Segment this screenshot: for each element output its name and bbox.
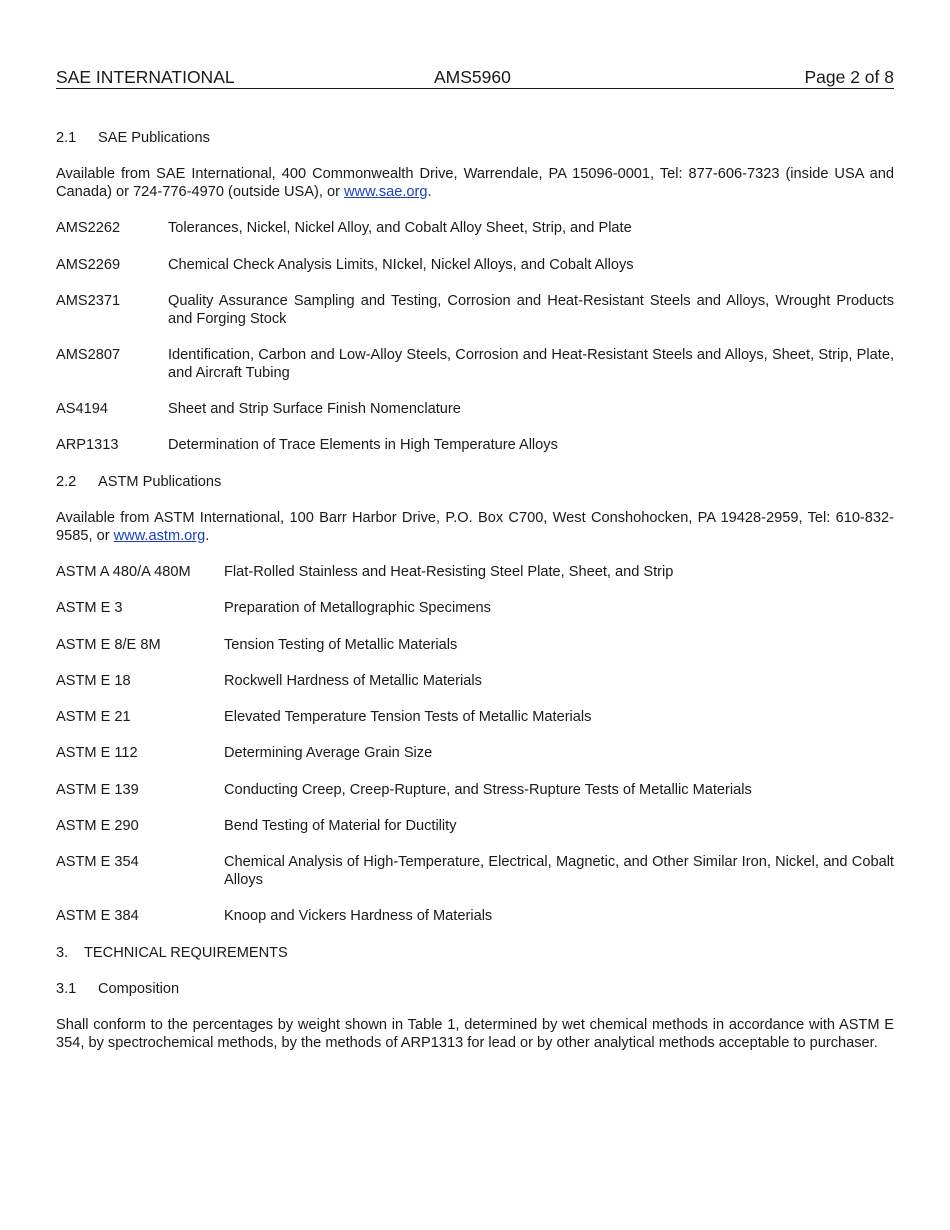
reference-code: AMS2269 bbox=[56, 257, 121, 273]
reference-title: Chemical Analysis of High-Temperature, Electrical, Magnetic, and Other Similar Iron, Nickel, and Cobalt Alloys bbox=[224, 854, 894, 888]
section-number: 2.2 bbox=[56, 474, 77, 490]
section-title: ASTM Publications bbox=[98, 474, 222, 490]
composition-paragraph: Shall conform to the percentages by weight shown in Table 1, determined by wet chemical methods in accordance with ASTM E 354, by spectrochemical methods, by the methods of ARP1313 for lead or by other analytical methods acceptable to purchaser. bbox=[56, 1017, 894, 1051]
reference-title: Bend Testing of Material for Ductility bbox=[224, 818, 457, 834]
reference-code: ASTM E 8/E 8M bbox=[56, 637, 161, 653]
reference-title: Tolerances, Nickel, Nickel Alloy, and Cobalt Alloy Sheet, Strip, and Plate bbox=[168, 220, 632, 236]
reference-title: Flat-Rolled Stainless and Heat-Resisting Steel Plate, Sheet, and Strip bbox=[224, 564, 674, 580]
section-3-heading bbox=[56, 944, 288, 962]
reference-code: ASTM E 3 bbox=[56, 600, 123, 616]
trailing-punct: . bbox=[427, 184, 432, 200]
reference-code: AS4194 bbox=[56, 401, 108, 417]
section-title: SAE Publications bbox=[98, 130, 210, 146]
section-title: TECHNICAL REQUIREMENTS bbox=[84, 945, 288, 961]
section-number: 2.1 bbox=[56, 130, 77, 146]
astm-availability-paragraph bbox=[56, 509, 894, 545]
reference-code: ASTM E 18 bbox=[56, 673, 131, 689]
reference-code: ASTM A 480/A 480M bbox=[56, 564, 191, 580]
header-page-number: Page 2 of 8 bbox=[804, 67, 894, 87]
reference-code: ASTM E 21 bbox=[56, 709, 131, 725]
reference-code: ASTM E 112 bbox=[56, 745, 138, 761]
page-header bbox=[56, 66, 894, 89]
reference-code: ASTM E 354 bbox=[56, 854, 139, 870]
reference-code: AMS2371 bbox=[56, 293, 121, 309]
reference-title: Quality Assurance Sampling and Testing, Corrosion and Heat-Resistant Steels and Alloys, Wrought Products and Forging Stock bbox=[168, 293, 894, 327]
astm-website-link[interactable]: www.astm.org bbox=[113, 528, 206, 544]
reference-code: ARP1313 bbox=[56, 437, 119, 453]
reference-title: Determining Average Grain Size bbox=[224, 745, 433, 761]
section-2-1-heading bbox=[56, 129, 210, 147]
header-organization: SAE INTERNATIONAL bbox=[56, 67, 235, 87]
reference-code: ASTM E 290 bbox=[56, 818, 139, 834]
section-2-2-heading bbox=[56, 473, 221, 491]
reference-title: Rockwell Hardness of Metallic Materials bbox=[224, 673, 482, 689]
reference-code: AMS2807 bbox=[56, 347, 121, 363]
header-document-id: AMS5960 bbox=[434, 67, 511, 87]
section-number: 3. bbox=[56, 945, 69, 961]
section-number: 3.1 bbox=[56, 981, 77, 997]
reference-title: Preparation of Metallographic Specimens bbox=[224, 600, 491, 616]
section-3-1-heading bbox=[56, 980, 179, 998]
section-title: Composition bbox=[98, 981, 180, 997]
reference-code: ASTM E 384 bbox=[56, 908, 139, 924]
reference-title: Knoop and Vickers Hardness of Materials bbox=[224, 908, 493, 924]
reference-title: Elevated Temperature Tension Tests of Metallic Materials bbox=[224, 709, 592, 725]
reference-title: Chemical Check Analysis Limits, NIckel, Nickel Alloys, and Cobalt Alloys bbox=[168, 257, 634, 273]
reference-title: Sheet and Strip Surface Finish Nomenclature bbox=[168, 401, 461, 417]
availability-text: Available from SAE International, 400 Commonwealth Drive, Warrendale, PA 15096-0001, Tel: 877-606-7323 (inside USA and Canada) or 724-776-4970 (outside USA), or bbox=[56, 166, 894, 200]
availability-text: Available from ASTM International, 100 Barr Harbor Drive, P.O. Box C700, West Conshohocken, PA 19428-2959, Tel: 610-832-9585, or bbox=[56, 510, 894, 544]
reference-code: AMS2262 bbox=[56, 220, 121, 236]
reference-title: Identification, Carbon and Low-Alloy Steels, Corrosion and Heat-Resistant Steels and Alloys, Sheet, Strip, Plate, and Aircraft Tubing bbox=[168, 347, 894, 381]
reference-code: ASTM E 139 bbox=[56, 782, 139, 798]
sae-availability-paragraph bbox=[56, 165, 894, 201]
trailing-punct: . bbox=[205, 528, 210, 544]
reference-title: Determination of Trace Elements in High Temperature Alloys bbox=[168, 437, 558, 453]
sae-website-link[interactable]: www.sae.org bbox=[343, 184, 428, 200]
reference-title: Conducting Creep, Creep-Rupture, and Stress-Rupture Tests of Metallic Materials bbox=[224, 782, 752, 798]
reference-title: Tension Testing of Metallic Materials bbox=[224, 637, 458, 653]
